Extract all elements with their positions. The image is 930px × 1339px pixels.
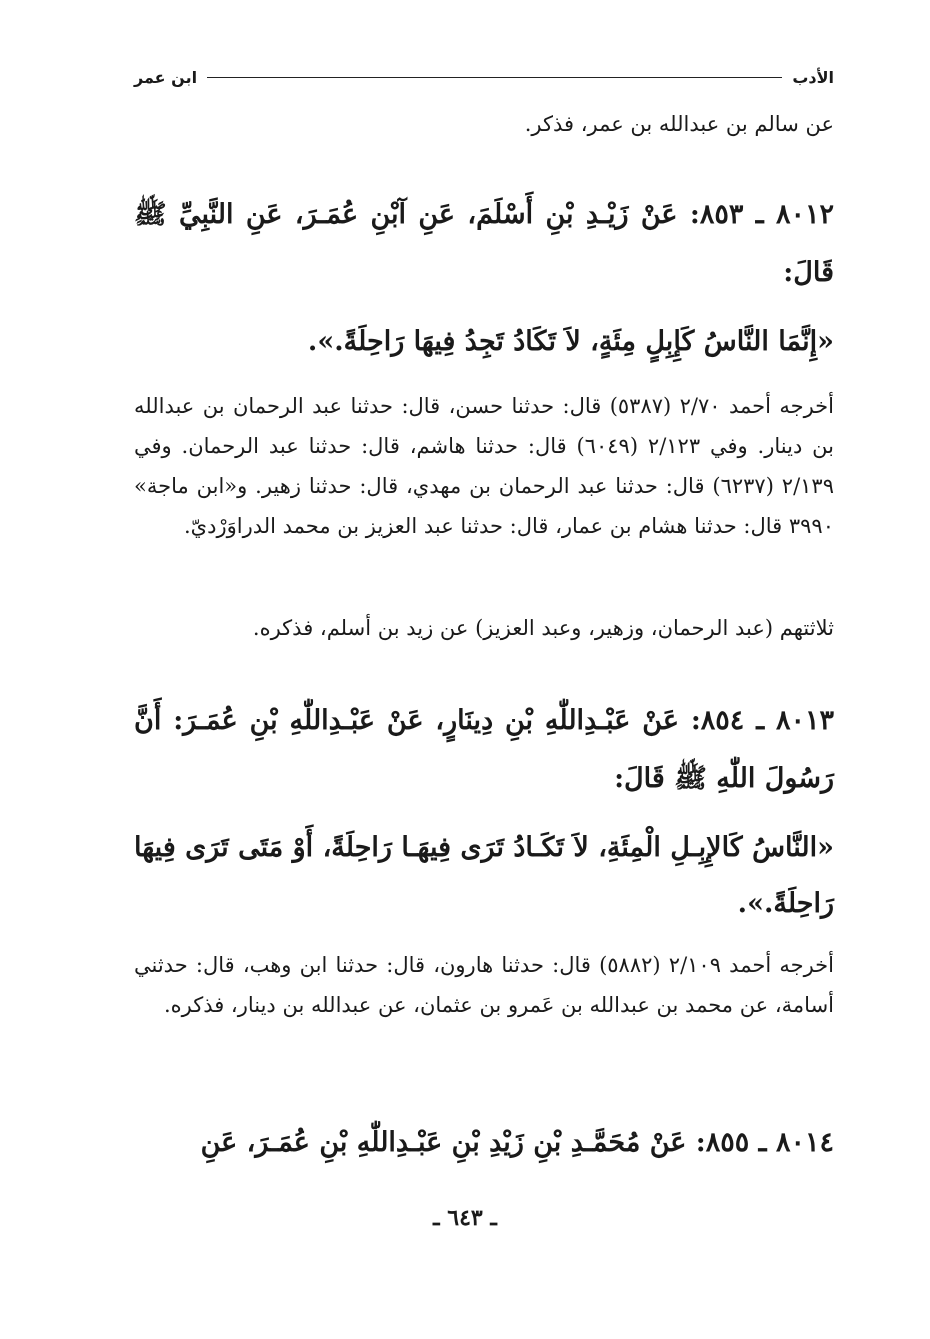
hadith-8013-heading: ٨٠١٣ ـ ٨٥٤: عَنْ عَبْـدِاللّٰهِ بْنِ دِينَارٍ، عَنْ عَبْـدِاللّٰهِ بْنِ عُمَـرَ: أَنَّ رَسُولَ اللّٰهِ ﷺ قَالَ:	[134, 705, 834, 794]
page-number: ـ ٦٤٣ ـ	[433, 1205, 497, 1231]
hadith-8012-summary: ثلاثتهم (عبد الرحمان، وزهير، وعبد العزيز) عن زيد بن أسلم، فذكره.	[252, 616, 834, 640]
hadith-8014-heading: ٨٠١٤ ـ ٨٥٥: عَنْ مُحَمَّـدِ بْنِ زَيْدِ بْنِ عَبْـدِاللّٰهِ بْنِ عُمَـرَ، عَنِ	[200, 1127, 834, 1158]
hadith-8012-text: «إِنَّمَا النَّاسُ كَإِبِلٍ مِئَةٍ، لاَ تَكَادُ تَجِدُ فِيهَا رَاحِلَةً.».	[307, 326, 834, 357]
hadith-8013-takhrij: أخرجه أحمد ٢/١٠٩ (٥٨٨٢) قال: حدثنا هارون، قال: حدثنا ابن وهب، قال: حدثني أسامة، عن محمد بن عبدالله بن عَمرو بن عثمان، عن عبدالله بن دينار، فذكره.	[134, 953, 834, 1017]
running-header	[134, 62, 834, 92]
chapter-title: ابن عمر	[134, 67, 198, 87]
section-title: الأدب	[792, 67, 834, 87]
header-rule	[207, 77, 782, 78]
hadith-8012-takhrij: أخرجه أحمد ٢/٧٠ (٥٣٨٧) قال: حدثنا حسن، قال: حدثنا عبد الرحمان بن عبدالله بن دينار. وفي ٢/١٢٣ (٦٠٤٩) قال: حدثنا هاشم، قال: حدثنا عبد الرحمان. وفي ٢/١٣٩ (٦٢٣٧) قال: حدثنا عبد الرحمان بن مهدي، قال: حدثنا زهير. و«ابن ماجة» ٣٩٩٠ قال: حدثنا هشام بن عمار، قال: حدثنا عبد العزيز بن محمد الدراوَرْديّ.	[134, 394, 835, 538]
continuation-paragraph: عن سالم بن عبدالله بن عمر، فذكر.	[524, 112, 834, 136]
hadith-8013-text: «النَّاسُ كَالإِبِـلِ الْمِئَةِ، لاَ تَكَـادُ تَرَى فِيهَـا رَاحِلَةً، أَوْ مَتَى تَرَى فِيهَا رَاحِلَةً.».	[134, 832, 834, 919]
hadith-8012-heading: ٨٠١٢ ـ ٨٥٣: عَنْ زَيْـدِ بْنِ أَسْلَمَ، عَنِ آبْنِ عُمَـرَ، عَنِ النَّبِيِّ ﷺ قَالَ:	[134, 199, 834, 288]
